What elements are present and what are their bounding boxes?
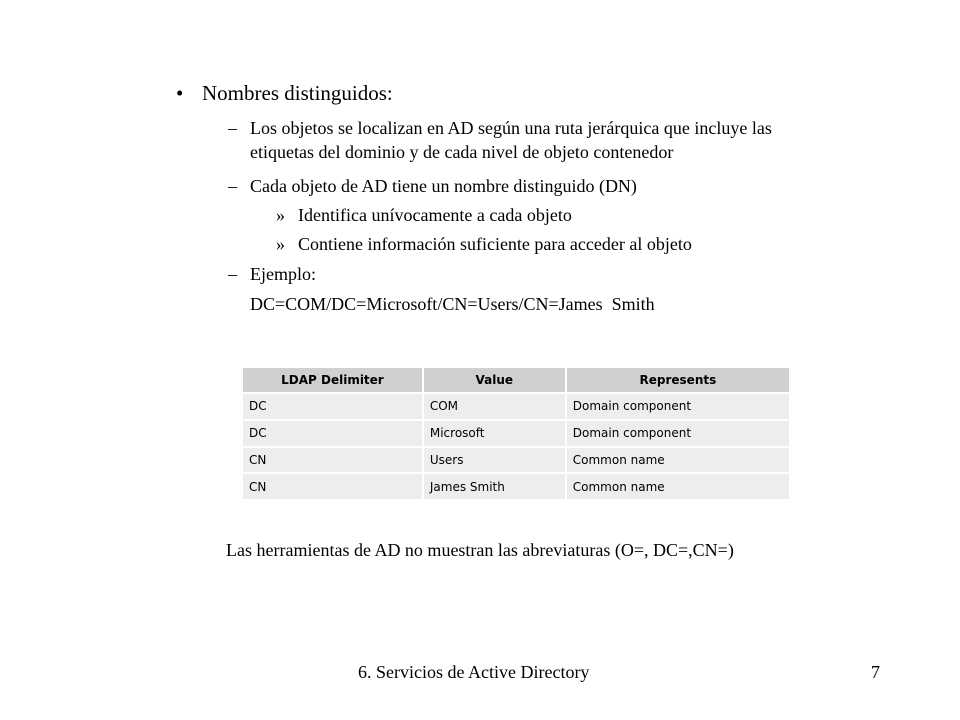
- sub-bullet-marker: »: [276, 234, 285, 254]
- cell-delimiter: DC: [243, 394, 422, 419]
- cell-value: James Smith: [424, 474, 565, 499]
- dash-marker: –: [228, 118, 237, 138]
- cell-delimiter: CN: [243, 448, 422, 473]
- header-ldap-delimiter: LDAP Delimiter: [243, 368, 422, 392]
- cell-represents: Domain component: [567, 394, 789, 419]
- dash-marker: –: [228, 176, 237, 196]
- sub-item-2: Contiene información suficiente para acceder al objeto: [298, 234, 692, 254]
- sub-bullet-marker: »: [276, 205, 285, 225]
- table-row: [243, 394, 789, 419]
- table-row: [243, 448, 789, 473]
- page-number: 7: [871, 662, 880, 682]
- cell-represents: Common name: [567, 474, 789, 499]
- bullet-marker: •: [176, 81, 184, 105]
- item-1-line-2: etiquetas del dominio y de cada nivel de objeto contenedor: [250, 142, 674, 162]
- cell-delimiter: DC: [243, 421, 422, 446]
- dash-marker: –: [228, 264, 237, 284]
- cell-represents: Common name: [567, 448, 789, 473]
- header-value: Value: [424, 368, 565, 392]
- bullet-heading: Nombres distinguidos:: [202, 81, 393, 105]
- item-1-line-1: Los objetos se localizan en AD según una ruta jerárquica que incluye las: [250, 118, 772, 138]
- item-3: Ejemplo:: [250, 264, 316, 284]
- table-row: [243, 474, 789, 499]
- table-header-row: [243, 368, 789, 392]
- item-2: Cada objeto de AD tiene un nombre distinguido (DN): [250, 176, 637, 196]
- sub-item-1: Identifica unívocamente a cada objeto: [298, 205, 572, 225]
- cell-represents: Domain component: [567, 421, 789, 446]
- ldap-delimiter-table: [241, 366, 791, 501]
- table-row: [243, 421, 789, 446]
- note-text: Las herramientas de AD no muestran las abreviaturas (O=, DC=,CN=): [226, 540, 734, 560]
- header-represents: Represents: [567, 368, 789, 392]
- cell-value: Microsoft: [424, 421, 565, 446]
- example-dn: DC=COM/DC=Microsoft/CN=Users/CN=James Smith: [250, 294, 655, 314]
- footer-title: 6. Servicios de Active Directory: [358, 662, 590, 682]
- cell-value: COM: [424, 394, 565, 419]
- cell-value: Users: [424, 448, 565, 473]
- cell-delimiter: CN: [243, 474, 422, 499]
